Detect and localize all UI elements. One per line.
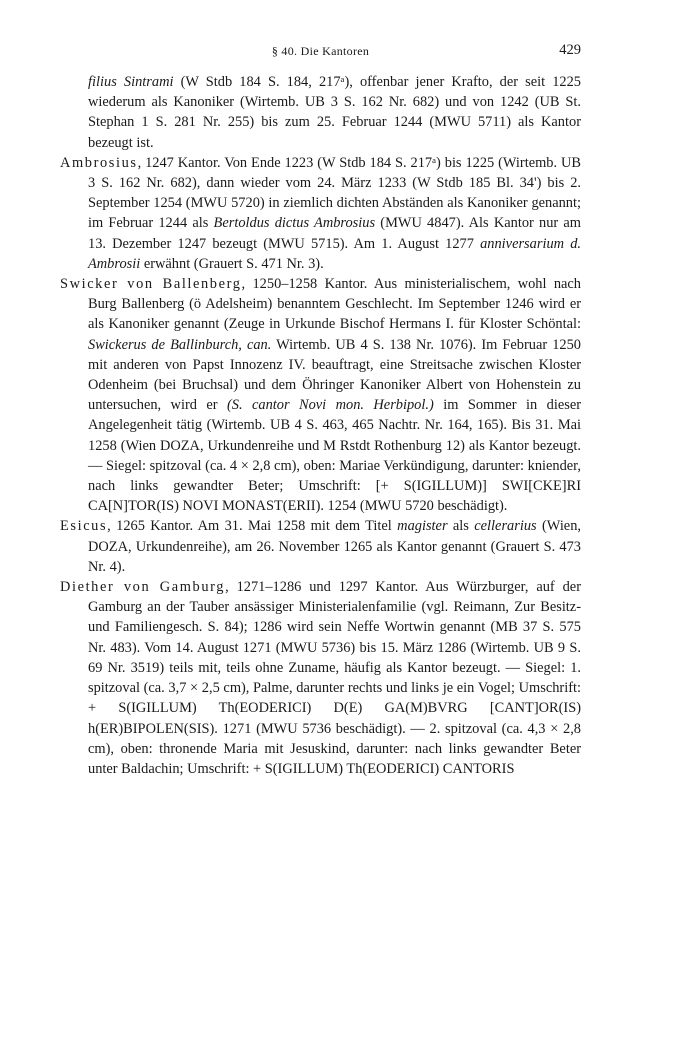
page-body [60, 72, 581, 779]
entry-1 [60, 153, 581, 274]
italic-quote: (S. cantor Novi mon. Herbipol.) [226, 397, 434, 414]
entry-name: Ambrosius [60, 154, 138, 171]
entry-4 [60, 577, 581, 779]
italic-quote: Bertoldus dictus Ambrosius [213, 215, 376, 232]
italic-quote: anniversarium d. Ambrosii [88, 235, 581, 272]
italic-quote: filius Sintrami [88, 74, 174, 90]
entry-text: als [447, 518, 475, 535]
running-title: § 40. Die Kantoren [271, 44, 370, 58]
entry-text: (Wien, DOZA, Urkundenreihe), am 26. November 1265 als Kantor genannt (Grauert S. 473 Nr. 4). [88, 518, 581, 575]
entry-text: (MWU 4847). Als Kantor nur am 13. Dezember 1247 bezeugt (MWU 5715). Am 1. August 1277 [88, 215, 581, 252]
entry-text: , 1271–1286 und 1297 Kantor. Aus Würzburger, auf der Gamburg an der Tauber ansässiger Ministerialenfamilie (vgl. Reimann, Zur Besitz- und Familiengesch. S. 84); 1286 wird sein Neffe Wortwin genannt (MB 37 S. 575 Nr. 483). Vom 14. August 1271 (MWU 5736) bis 15. März 1286 (Wirtemb. UB 9 S. 69 Nr. 3519) teils mit, teils ohne Zuname, häufig als Kantor bezeugt. — Siegel: 1. spitzoval (ca. 3,7 × 2,5 cm), Palme, darunter rechts und links je ein Vogel; Umschrift: + S(IGILLUM) Th(EODERICI) D(E) GA(M)BVRG [CANT]OR(IS) h(ER)BIPOLEN(SIS). 1271 (MWU 5736 beschädigt). — 2. spitzoval (ca. 4,3 × 2,8 cm), oben: thronende Maria mit Jesuskind, darunter: nach links gewandter Beter unter Baldachin; Umschrift: + S(IGILLUM) Th(EODERICI) CANTORIS [88, 579, 581, 777]
entry-name: Swicker von Ballenberg [60, 276, 242, 293]
entry-text: , 1247 Kantor. Von Ende 1223 (W Stdb 184 S. 217ᵃ) bis 1225 (Wirtemb. UB 3 S. 162 Nr. 682), dann wieder vom 24. März 1233 (W Stdb 185 Bl. 34') bis 2. September 1254 (MWU 5720) in ziemlich dichten Abständen als Kanoniker genannt; im Februar 1244 als [88, 154, 581, 232]
entry-text: , 1250–1258 Kantor. Aus ministerialischem, wohl nach Burg Ballenberg (ö Adelsheim) benanntem Geschlecht. Im September 1246 wird er als Kanoniker genannt (Zeuge in Urkunde Bischof Hermans I. für Kloster Schöntal: [88, 276, 582, 333]
italic-quote: Swickerus de Ballinburch, can. [88, 336, 272, 353]
entry-3 [60, 516, 581, 577]
entry-text: im Sommer in dieser Angelegenheit tätig (Wirtemb. UB 4 S. 463, 465 Nachtr. Nr. 164, 165). Bis 31. Mai 1258 (Wien DOZA, Urkundenreihe und M Rstdt Rothenburg 12) als Kantor bezeugt. — Siegel: spitzoval (ca. 4 × 2,8 cm), oben: Mariae Verkündigung, darunter: kniender, nach links gewandter Beter; Umschrift: [+ S(IGILLUM)] SWI[CKE]RI CA[N]TOR(IS) NOVI MONAST(ERII). 1254 (MWU 5720 beschädigt). [88, 397, 582, 515]
page-header [60, 38, 581, 64]
entry-text: erwähnt (Grauert S. 471 Nr. 3). [140, 255, 324, 272]
entry-name: Esicus [60, 518, 108, 535]
entry-0 [60, 72, 581, 153]
entry-name: Diether von Gamburg [60, 579, 226, 596]
entry-2 [60, 274, 581, 516]
italic-quote: cellerarius [474, 518, 537, 535]
italic-quote: magister [397, 518, 448, 535]
entry-text: , 1265 Kantor. Am 31. Mai 1258 mit dem Titel [107, 518, 398, 535]
entry-text: (W Stdb 184 S. 184, 217ᵃ), offenbar jener Krafto, der seit 1225 wiederum als Kanoniker (Wirtemb. UB 3 S. 162 Nr. 682) und von 1242 (UB St. Stephan 1 S. 281 Nr. 255) bis zum 25. Februar 1244 (MWU 5711) als Kantor bezeugt ist. [88, 74, 581, 151]
entry-text: Wirtemb. UB 4 S. 138 Nr. 1076). Im Februar 1250 mit anderen von Papst Innozenz IV. beauftragt, eine Streitsache zwischen Kloster Odenheim (bei Bruchsal) und dem Öhringer Kanoniker Albert von Hohenstein zu untersuchen, wird er [88, 336, 582, 414]
page-number: 429 [559, 42, 581, 58]
book-page [60, 38, 581, 779]
